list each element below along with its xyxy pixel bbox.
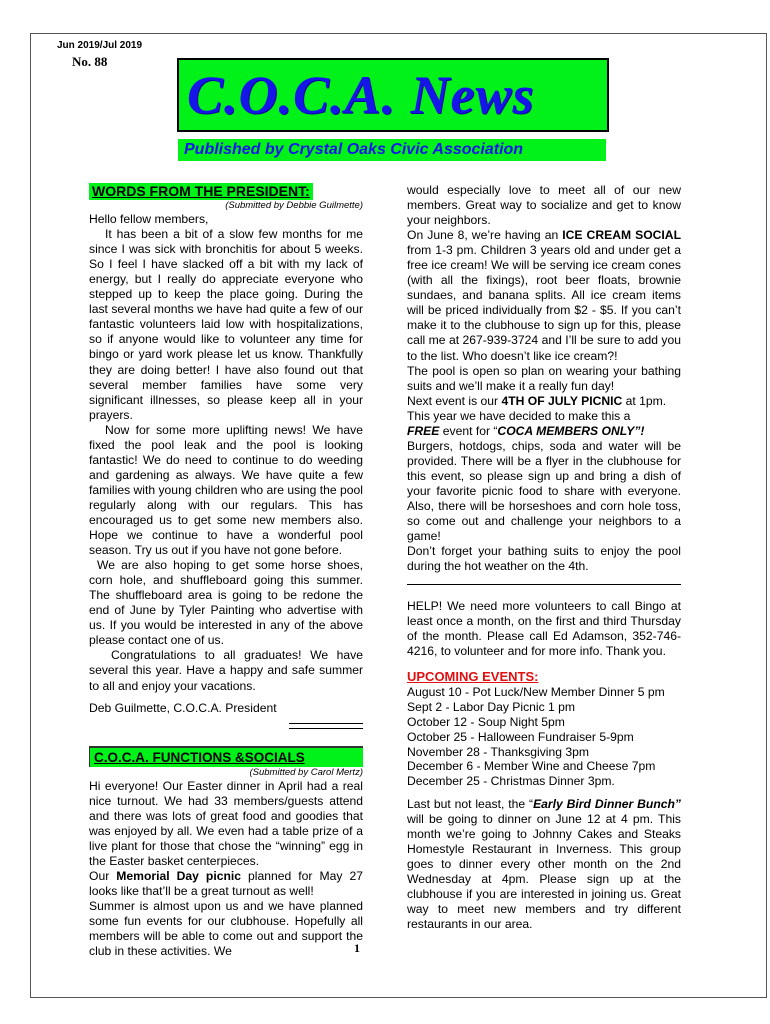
president-heading: WORDS FROM THE PRESIDENT: — [89, 183, 313, 200]
ice-cream-paragraph: On June 8, we’re having an ICE CREAM SOCIAL from 1-3 pm. Children 3 years old and under get a free ice cream! We will be serving ice cream cones (with all the fixings), root beer floats, brownie sundaes, and banana splits. All ice cream items will be priced individually from $2 - $5. If you can’t make it to the clubhouse to sign up for this, please call me at 267-939-3724 and I’ll be sure to add you to the list. Who doesn’t like ice cream?! — [407, 228, 681, 363]
president-signature: Deb Guilmette, C.O.C.A. President — [89, 700, 277, 715]
president-byline: (Submitted by Debbie Guilmette) — [225, 200, 363, 212]
left-column — [89, 183, 363, 959]
president-paragraph-4: Congratulations to all graduates! We have several this year. Have a happy and safe summer to all and enjoy your vacations. — [89, 648, 363, 693]
july-paragraph: Next event is our 4TH OF JULY PICNIC at 1pm. This year we have decided to make this a — [407, 393, 667, 423]
president-section — [89, 183, 363, 729]
section-divider — [289, 723, 363, 729]
president-greeting: Hello fellow members, — [89, 212, 209, 227]
july-free-paragraph: FREE event for “COCA MEMBERS ONLY”! — [407, 423, 645, 438]
masthead-subtitle: Published by Crystal Oaks Civic Association — [178, 139, 606, 161]
help-paragraph: HELP! We need more volunteers to call Bingo at least once a month, on the first and third Thursday of the month. Please call Ed Adamson, 352-746-4216, to volunteer and for more info. Thank you. — [407, 599, 681, 659]
event-item: December 25 - Christmas Dinner 3pm. — [407, 774, 615, 789]
functions-paragraph-1: Hi everyone! Our Easter dinner in April had a real nice turnout. We had 33 members/guests attend and there was lots of great food and goodies that was enjoyed by all. We even had a table prize of a live plant for those that chose the “winning” egg in the Easter basket centerpieces. — [89, 778, 363, 868]
pool-paragraph: The pool is open so plan on wearing your bathing suits and we’ll make it a really fun day! — [407, 363, 681, 393]
functions-section — [89, 746, 363, 960]
right-column — [407, 183, 681, 932]
event-item: August 10 - Pot Luck/New Member Dinner 5 pm — [407, 685, 665, 700]
events-list — [407, 685, 681, 789]
functions-byline: (Submitted by Carol Mertz) — [249, 766, 363, 778]
event-item: November 28 - Thanksgiving 3pm — [407, 744, 589, 759]
masthead — [177, 58, 609, 132]
masthead-title: C.O.C.A. News — [187, 65, 535, 125]
page-number: 1 — [354, 941, 360, 955]
issue-number: No. 88 — [72, 54, 108, 69]
issue-date: Jun 2019/Jul 2019 — [57, 40, 143, 51]
functions-heading: C.O.C.A. FUNCTIONS &SOCIALS — [89, 746, 363, 767]
early-bird-paragraph: Last but not least, the “Early Bird Dinner Bunch” will be going to dinner on June 12 at 4 pm. This month we’re going to Johnny Cakes and Steaks Homestyle Restaurant in Inverness. This group goes to dinner every other month on the 2nd Wednesday at 4pm. Please sign up at the clubhouse if you are interested in joining us. Great way to meet new members and try different restaurants in our area. — [407, 796, 682, 932]
event-item: October 12 - Soup Night 5pm — [407, 715, 565, 729]
president-paragraph-1: It has been a bit of a slow few months for me since I was sick with bronchitis for about 5 weeks. So I feel I have slacked off a bit with my lack of energy, but I really do appreciate everyone who stepped up to keep the place going. During the last several months we have had quite a few of our fantastic volunteers laid low with hospitalizations, so if anyone would like to volunteer any time for bingo or yard work please let us know. Thankfully they are doing better! I have also found out that several member families have some very significant illnesses, so please keep all in your prayers. — [89, 227, 363, 422]
july-details-paragraph: Burgers, hotdogs, chips, soda and water will be provided. There will be a flyer in the clubhouse for this event, so please sign up and bring a dish of your favorite picnic food to share with everyone. Also, there will be horseshoes and corn hole toss, so come out and challenge your neighbors to a game! — [407, 438, 681, 544]
right-paragraph-1: would especially love to meet all of our new members. Great way to socialize and get to know your neighbors. — [407, 183, 681, 228]
functions-paragraph-3: Summer is almost upon us and we have planned some fun events for our clubhouse. Hopefully all members will be able to come out and support the club in these activities. We — [89, 898, 363, 959]
event-item: October 25 - Halloween Fundraiser 5-9pm — [407, 729, 634, 744]
dont-forget-paragraph: Don’t forget your bathing suits to enjoy the pool during the hot weather on the 4th. — [407, 544, 681, 574]
president-paragraph-3: We are also hoping to get some horse shoes, corn hole, and shuffleboard going this summer. The shuffleboard area is going to be redone the end of June by Tyler Painting who advertise with us. If you would be interested in any of the above please contact one of us. — [89, 558, 363, 648]
upcoming-events-heading: UPCOMING EVENTS: — [407, 669, 539, 685]
functions-paragraph-2: Our Memorial Day picnic planned for May 27 looks like that’ll be a great turnout as well! — [89, 868, 363, 898]
event-item: Sept 2 - Labor Day Picnic 1 pm — [407, 700, 576, 715]
president-paragraph-2: Now for some more uplifting news! We have fixed the pool leak and the pool is looking fantastic! We do need to continue to do weeding and gardening as always. We have quite a few families with young children who are using the pool regularly along with our regulars. This has encouraged us to get some new members also. Hope we continue to have a wonderful pool season. Try us out if you have not gone before. — [89, 422, 363, 558]
event-item: December 6 - Member Wine and Cheese 7pm — [407, 759, 656, 774]
horizontal-rule — [407, 584, 681, 585]
